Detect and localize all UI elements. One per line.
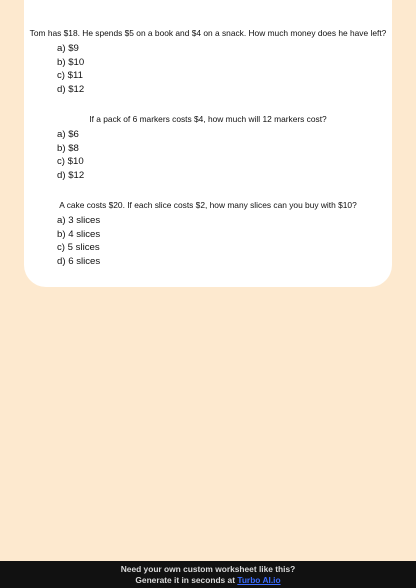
answer-options: [24, 42, 392, 96]
answer-options: [24, 128, 392, 182]
option-a: a) $6: [57, 129, 79, 140]
footer-line-2-text: Generate it in seconds at: [135, 575, 238, 585]
option-d: d) 6 slices: [57, 255, 101, 267]
footer-line-2: [0, 575, 416, 586]
option-a: a) 3 slices: [57, 215, 101, 226]
worksheet-card: [24, 0, 392, 287]
question-1: [24, 28, 392, 96]
question-3: [24, 200, 392, 268]
option-b: b) $10: [57, 56, 85, 68]
promo-footer: [0, 561, 416, 588]
option-b: b) 4 slices: [57, 228, 101, 240]
question-text: Tom has $18. He spends $5 on a book and $4 on a snack. How much money does he have left?: [29, 28, 387, 38]
turbo-ai-link[interactable]: Turbo AI.io: [237, 575, 281, 585]
answer-options: [24, 214, 392, 268]
question-2: [24, 114, 392, 182]
option-d: d) $12: [57, 83, 85, 95]
option-c: c) 5 slices: [57, 242, 100, 254]
question-text: A cake costs $20. If each slice costs $2, how many slices can you buy with $10?: [59, 200, 357, 210]
option-c: c) $11: [57, 70, 83, 82]
question-text: If a pack of 6 markers costs $4, how much will 12 markers cost?: [89, 114, 327, 124]
option-d: d) $12: [57, 169, 85, 181]
footer-line-1: Need your own custom worksheet like this?: [120, 564, 296, 574]
option-c: c) $10: [57, 156, 84, 168]
option-a: a) $9: [57, 43, 79, 54]
option-b: b) $8: [57, 142, 79, 154]
